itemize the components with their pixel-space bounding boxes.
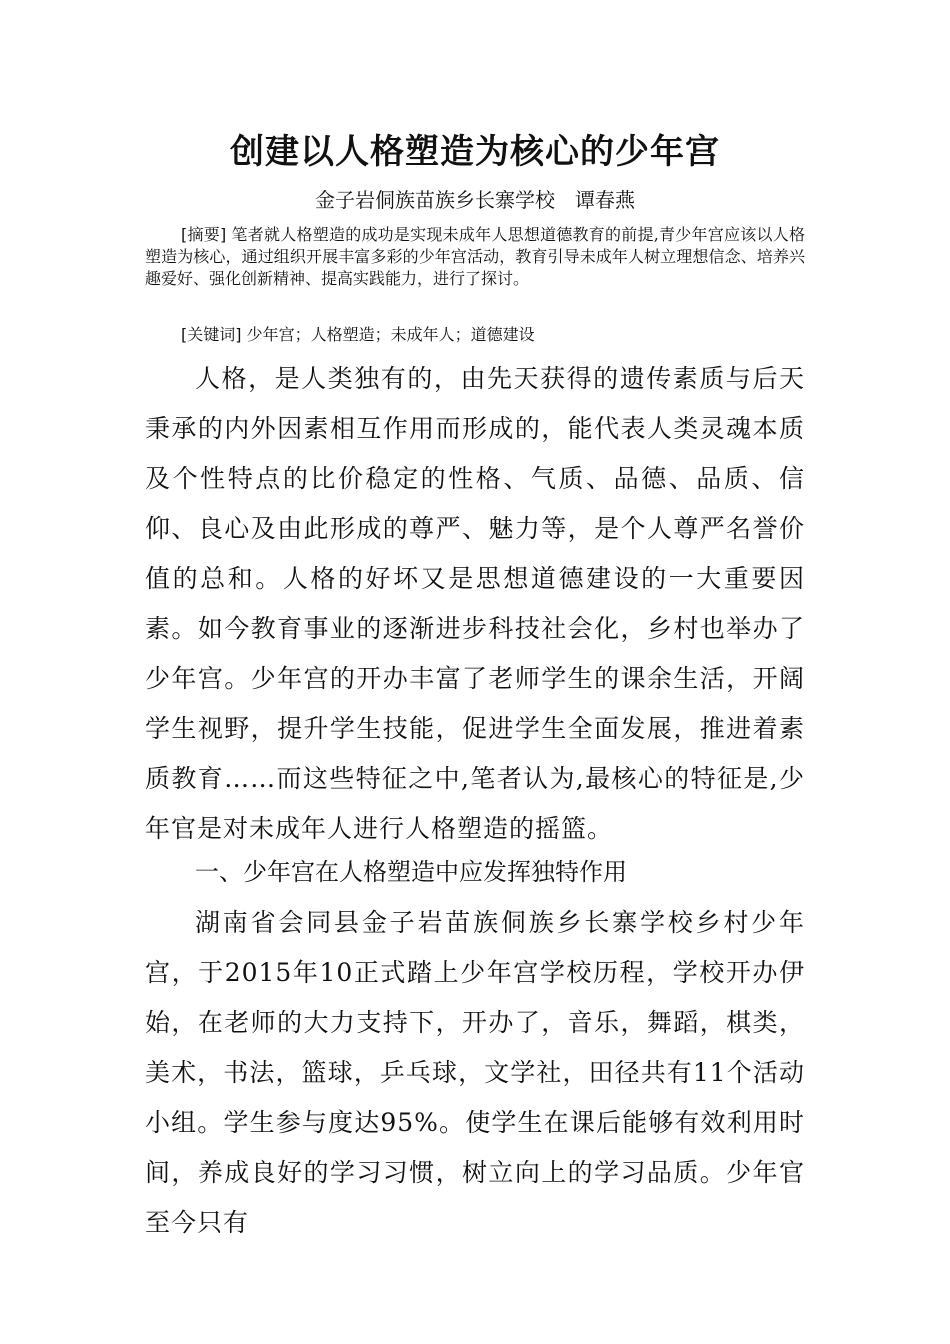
abstract	[145, 224, 805, 290]
author-school: 金子岩侗族苗族乡长寨学校	[315, 188, 555, 212]
keywords	[181, 324, 801, 346]
section-heading: 一、少年宫在人格塑造中应发挥独特作用	[195, 858, 627, 886]
author-line	[0, 186, 950, 214]
abstract-text: 笔者就人格塑造的成功是实现未成年人思想道德教育的前提,青少年宫应该以人格塑造为核心，通过组织开展丰富多彩的少年宫活动，教育引导未成年人树立理想信念、培养兴趣爱好、强化创新精神、提高实践能力，进行了探讨。	[145, 225, 805, 288]
author-name: 谭春燕	[575, 188, 635, 212]
document-title: 创建以人格塑造为核心的少年宫	[230, 132, 720, 172]
body-paragraph-1: 人格，是人类独有的，由先天获得的遗传素质与后天秉承的内外因素相互作用而形成的，能代表人类灵魂本质及个性特点的比价稳定的性格、气质、品德、品质、信仰、良心及由此形成的尊严、魅力等，是个人尊严名誉价值的总和。人格的好坏又是思想道德建设的一大重要因素。如今教育事业的逐渐进步科技社会化，乡村也举办了少年宫。少年宫的开办丰富了老师学生的课余生活，开阔学生视野，提升学生技能，促进学生全面发展，推进着素质教育……而这些特征之中,笔者认为,最核心的特征是,少年官是对未成年人进行人格塑造的摇篮。	[145, 364, 805, 843]
abstract-label: [摘要]	[181, 225, 227, 244]
keywords-text: 少年宫；人格塑造；未成年人；道德建设	[246, 325, 535, 344]
keywords-label: [关键词]	[181, 325, 242, 344]
body-paragraph-2: 湖南省会同县金子岩苗族侗族乡长寨学校乡村少年宫，于2015年10正式踏上少年宫学校历程，学校开办伊始，在老师的大力支持下，开办了，音乐，舞蹈，棋类，美术，书法，篮球，乒乓球，文学社，田径共有11个活动小组。学生参与度达95%。使学生在课后能够有效利用时间，养成良好的学习习惯，树立向上的学习品质。少年官至今只有	[145, 908, 805, 1237]
